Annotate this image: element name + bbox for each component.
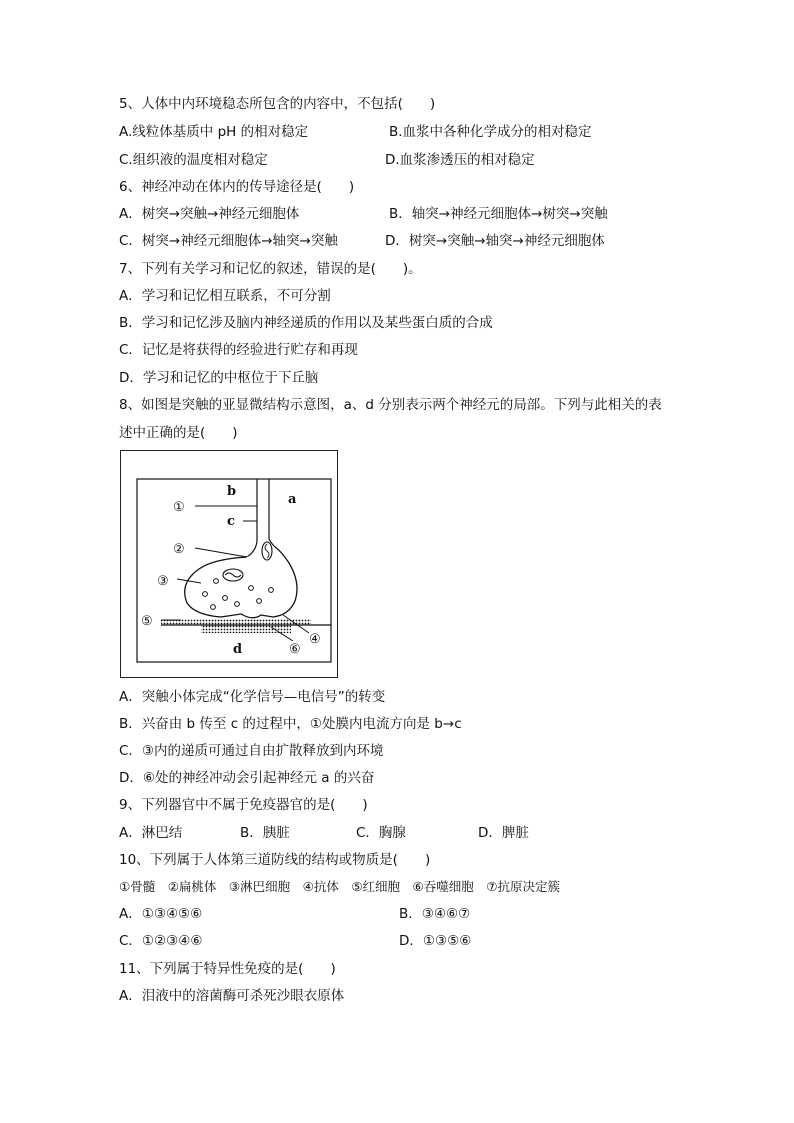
label-circled-6: ⑥ xyxy=(289,642,301,657)
axon-right-membrane xyxy=(269,479,275,547)
synaptic-knob xyxy=(185,547,297,618)
label-circled-2: ② xyxy=(173,542,185,557)
q9-option-b: B．胰脏 xyxy=(240,825,290,841)
q5-stem: 5、人体中内环境稳态所包含的内容中，不包括( ) xyxy=(119,96,436,112)
q5-option-c: C.组织液的温度相对稳定 xyxy=(119,152,268,168)
q8-stem-line1: 8、如图是突触的亚显微结构示意图，a、d 分别表示两个神经元的局部。下列与此相关的表 xyxy=(119,397,662,413)
q10-option-d: D．①③⑤⑥ xyxy=(399,933,472,949)
leader-2 xyxy=(195,548,247,557)
synapse-diagram-svg xyxy=(121,451,337,677)
q6-option-a: A．树突→突触→神经元细胞体 xyxy=(119,206,300,222)
q7-option-b: B．学习和记忆涉及脑内神经递质的作用以及某些蛋白质的合成 xyxy=(119,315,493,331)
postsynaptic-membrane-upper xyxy=(161,619,311,625)
q5-option-b: B.血浆中各种化学成分的相对稳定 xyxy=(389,124,592,140)
label-circled-1: ① xyxy=(173,500,185,515)
q8-option-b: B．兴奋由 b 传至 c 的过程中，①处膜内电流方向是 b→c xyxy=(119,716,462,732)
q10-option-c: C．①②③④⑥ xyxy=(119,933,203,949)
q8-option-a: A．突触小体完成“化学信号—电信号”的转变 xyxy=(119,689,386,705)
q5-option-d: D.血浆渗透压的相对稳定 xyxy=(385,152,535,168)
label-b: b xyxy=(227,484,237,499)
q8-option-d: D．⑥处的神经冲动会引起神经元 a 的兴奋 xyxy=(119,770,375,786)
q8-option-c: C．③内的递质可通过自由扩散释放到内环境 xyxy=(119,743,384,759)
label-a: a xyxy=(288,492,297,507)
label-d: d xyxy=(233,642,243,657)
q6-option-b: B．轴突→神经元细胞体→树突→突触 xyxy=(389,206,608,222)
label-circled-4: ④ xyxy=(309,632,321,647)
q10-stem: 10、下列属于人体第三道防线的结构或物质是( ) xyxy=(119,852,431,868)
label-circled-5: ⑤ xyxy=(141,614,153,629)
q8-stem-line2: 述中正确的是( ) xyxy=(119,425,238,441)
q9-option-a: A．淋巴结 xyxy=(119,825,183,841)
q5-option-a: A.线粒体基质中 pH 的相对稳定 xyxy=(119,124,309,140)
synapse-diagram xyxy=(120,450,338,678)
q11-stem: 11、下列属于特异性免疫的是( ) xyxy=(119,961,336,977)
q7-option-c: C．记忆是将获得的经验进行贮存和再现 xyxy=(119,342,358,358)
q6-stem: 6、神经冲动在体内的传导途径是( ) xyxy=(119,179,355,195)
q9-stem: 9、下列器官中不属于免疫器官的是( ) xyxy=(119,797,368,813)
q7-stem: 7、下列有关学习和记忆的叙述，错误的是( )。 xyxy=(119,261,422,277)
q6-option-c: C．树突→神经元细胞体→轴突→突触 xyxy=(119,233,338,249)
label-c: c xyxy=(227,514,235,529)
q6-option-d: D．树突→突触→轴突→神经元细胞体 xyxy=(385,233,605,249)
q11-option-a: A．泪液中的溶菌酶可杀死沙眼衣原体 xyxy=(119,988,345,1004)
q10-option-b: B．③④⑥⑦ xyxy=(399,906,471,922)
q7-option-d: D．学习和记忆的中枢位于下丘脑 xyxy=(119,370,319,386)
q10-option-a: A．①③④⑤⑥ xyxy=(119,906,203,922)
q9-option-c: C．胸腺 xyxy=(356,825,406,841)
q9-option-d: D．脾脏 xyxy=(478,825,529,841)
q10-items: ①骨髓 ②扁桃体 ③淋巴细胞 ④抗体 ⑤红细胞 ⑥吞噬细胞 ⑦抗原决定簇 xyxy=(119,879,560,894)
axon-left-membrane xyxy=(247,479,257,557)
label-circled-3: ③ xyxy=(157,574,169,589)
postsynaptic-membrane-lower xyxy=(201,625,291,633)
q7-option-a: A．学习和记忆相互联系，不可分割 xyxy=(119,288,331,304)
